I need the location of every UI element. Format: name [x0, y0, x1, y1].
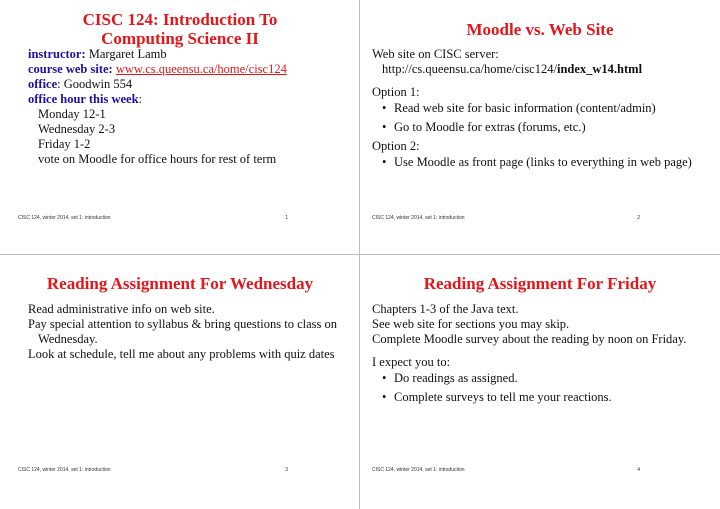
- office-label: office: [28, 77, 58, 91]
- title-line-2: Computing Science II: [101, 29, 259, 48]
- option-1-heading: Option 1:: [372, 85, 420, 99]
- slide-body: [28, 302, 348, 362]
- slide-number: 1: [285, 215, 288, 221]
- bullet-icon: •: [382, 120, 387, 134]
- bullet-text: Go to Moodle for extras (forums, etc.): [394, 120, 586, 134]
- list-item: [372, 120, 692, 135]
- server-line: Web site on CISC server:: [372, 47, 499, 61]
- instructor-value: Margaret Lamb: [85, 47, 167, 61]
- instructor-label: instructor:: [28, 47, 86, 61]
- hours-item: Friday 1-2: [38, 137, 91, 151]
- slide-1: [0, 0, 360, 254]
- slide-footer: CISC 124, winter 2014, set 1: introduction: [18, 215, 111, 221]
- option-2-list: [372, 155, 692, 170]
- paragraph: See web site for sections you may skip.: [372, 317, 570, 331]
- slide-number: 4: [637, 467, 640, 473]
- expect-list: [372, 371, 692, 405]
- list-item: [372, 101, 692, 116]
- office-value: : Goodwin 554: [57, 77, 133, 91]
- office-hour-label: office hour this week: [28, 92, 139, 106]
- list-item: [372, 155, 692, 170]
- slide-body: [372, 302, 692, 409]
- option-1-list: [372, 101, 692, 135]
- course-website-link[interactable]: www.cs.queensu.ca/home/cisc124: [115, 62, 287, 76]
- expect-heading: I expect you to:: [372, 355, 451, 369]
- server-url: [372, 62, 692, 77]
- slide-title: Reading Assignment For Friday: [423, 274, 657, 293]
- slide-body: [28, 47, 348, 167]
- website-line: [28, 62, 348, 77]
- url-plain: http://cs.queensu.ca/home/cisc124/: [382, 62, 557, 76]
- slide-number: 2: [637, 215, 640, 221]
- paragraph: Complete Moodle survey about the reading by noon on Friday.: [372, 332, 687, 346]
- hours-item: vote on Moodle for office hours for rest of term: [38, 152, 277, 166]
- office-hour-colon: :: [138, 92, 143, 106]
- hours-item: Wednesday 2-3: [38, 122, 116, 136]
- option-2-heading: Option 2:: [372, 139, 420, 153]
- bullet-icon: •: [382, 101, 387, 115]
- paragraph: Pay special attention to syllabus & bring questions to class on Wednesday.: [28, 317, 337, 346]
- url-bold: index_w14.html: [556, 62, 643, 76]
- bullet-text: Read web site for basic information (content/admin): [394, 101, 656, 115]
- office-hour-line: [28, 92, 348, 107]
- hours-item: Monday 12-1: [38, 107, 106, 121]
- slide-title: Reading Assignment For Wednesday: [46, 274, 314, 293]
- slide-body: [372, 47, 692, 174]
- bullet-icon: •: [382, 155, 387, 169]
- paragraph: Read administrative info on web site.: [28, 302, 215, 316]
- bullet-icon: •: [382, 390, 387, 404]
- slide-2: [360, 0, 720, 254]
- slide-title: Moodle vs. Web Site: [466, 20, 614, 39]
- slide-4: [360, 254, 720, 508]
- slide-footer: CISC 124, winter 2014, set 1: introduction: [372, 467, 465, 473]
- slide-footer: CISC 124, winter 2014, set 1: introduction: [18, 467, 111, 473]
- bullet-text: Use Moodle as front page (links to everything in web page): [394, 155, 692, 169]
- paragraph: Look at schedule, tell me about any problems with quiz dates: [28, 347, 335, 361]
- bullet-text: Complete surveys to tell me your reactions.: [394, 390, 612, 404]
- bullet-text: Do readings as assigned.: [394, 371, 518, 385]
- instructor-line: [28, 47, 348, 62]
- slide-title: [0, 10, 360, 48]
- slide-number: 3: [285, 467, 288, 473]
- slide-footer: CISC 124, winter 2014, set 1: introduction: [372, 215, 465, 221]
- bullet-icon: •: [382, 371, 387, 385]
- website-label: course web site:: [28, 62, 113, 76]
- office-line: [28, 77, 348, 92]
- list-item: [372, 390, 692, 405]
- slide-3: [0, 254, 360, 508]
- list-item: [372, 371, 692, 386]
- paragraph: Chapters 1-3 of the Java text.: [372, 302, 519, 316]
- title-line-1: CISC 124: Introduction To: [82, 10, 278, 29]
